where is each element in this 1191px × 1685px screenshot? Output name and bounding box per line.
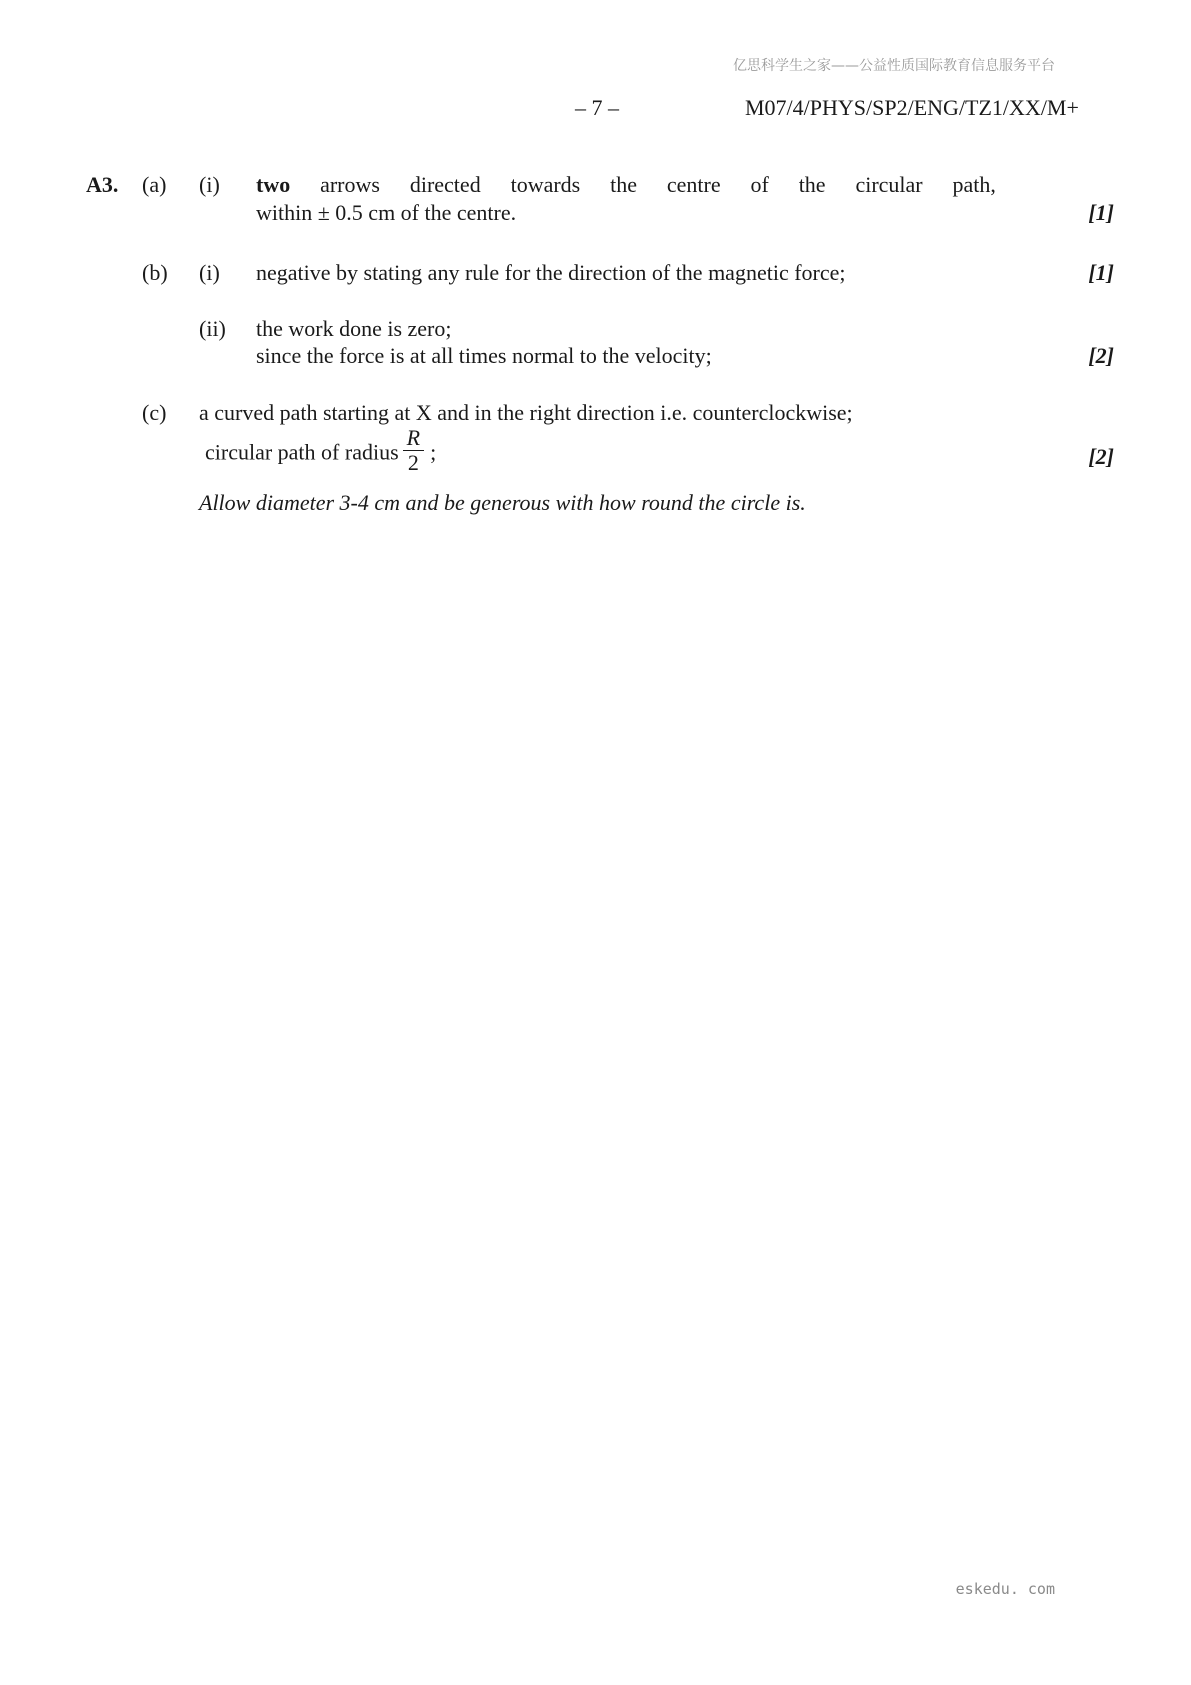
part-c-note: Allow diameter 3-4 cm and be generous with how round the circle is. [199,490,806,515]
question-number: A3. [86,172,119,197]
header-watermark: 亿思科学生之家——公益性质国际教育信息服务平台 [733,58,1055,74]
part-b-i-text: negative by stating any rule for the direction of the magnetic force; [256,260,846,285]
part-a-label: (a) [142,172,167,197]
part-b-ii-line2: since the force is at all times normal to the velocity; [256,343,712,368]
part-b-i-marks: [1] [1088,260,1114,285]
word: two [256,172,291,197]
part-a-i-line2: within ± 0.5 cm of the centre. [256,200,517,225]
part-c-line2-suffix: ; [430,439,437,465]
part-c-label: (c) [142,400,167,425]
part-c-marks: [2] [1088,444,1114,469]
word: path, [952,172,996,197]
part-b-ii-line1: the work done is zero; [256,316,452,341]
part-b-label: (b) [142,260,168,285]
part-a-i-line1 [256,172,996,198]
fraction-numerator: R [403,426,424,451]
word: the [798,172,826,197]
word: towards [510,172,581,197]
document-code: M07/4/PHYS/SP2/ENG/TZ1/XX/M+ [745,95,1079,120]
word: circular [855,172,923,197]
word: the [610,172,637,197]
word: directed [409,172,481,197]
fraction-denominator: 2 [407,450,419,475]
part-c-line2-prefix: circular path of radius [205,439,399,465]
part-a-i-label: (i) [199,172,220,197]
word: centre [666,172,721,197]
part-c-line2 [205,425,437,479]
part-b-i-label: (i) [199,260,220,285]
word: arrows [320,172,380,197]
part-b-ii-marks: [2] [1088,343,1114,368]
page-number: – 7 – [575,95,619,120]
part-a-i-marks: [1] [1088,200,1114,225]
part-b-ii-label: (ii) [199,316,226,341]
part-c-line1: a curved path starting at X and in the right direction i.e. counterclockwise; [199,400,853,425]
radius-fraction [403,426,424,475]
footer-watermark: eskedu. com [955,1580,1055,1598]
word: of [750,172,769,197]
